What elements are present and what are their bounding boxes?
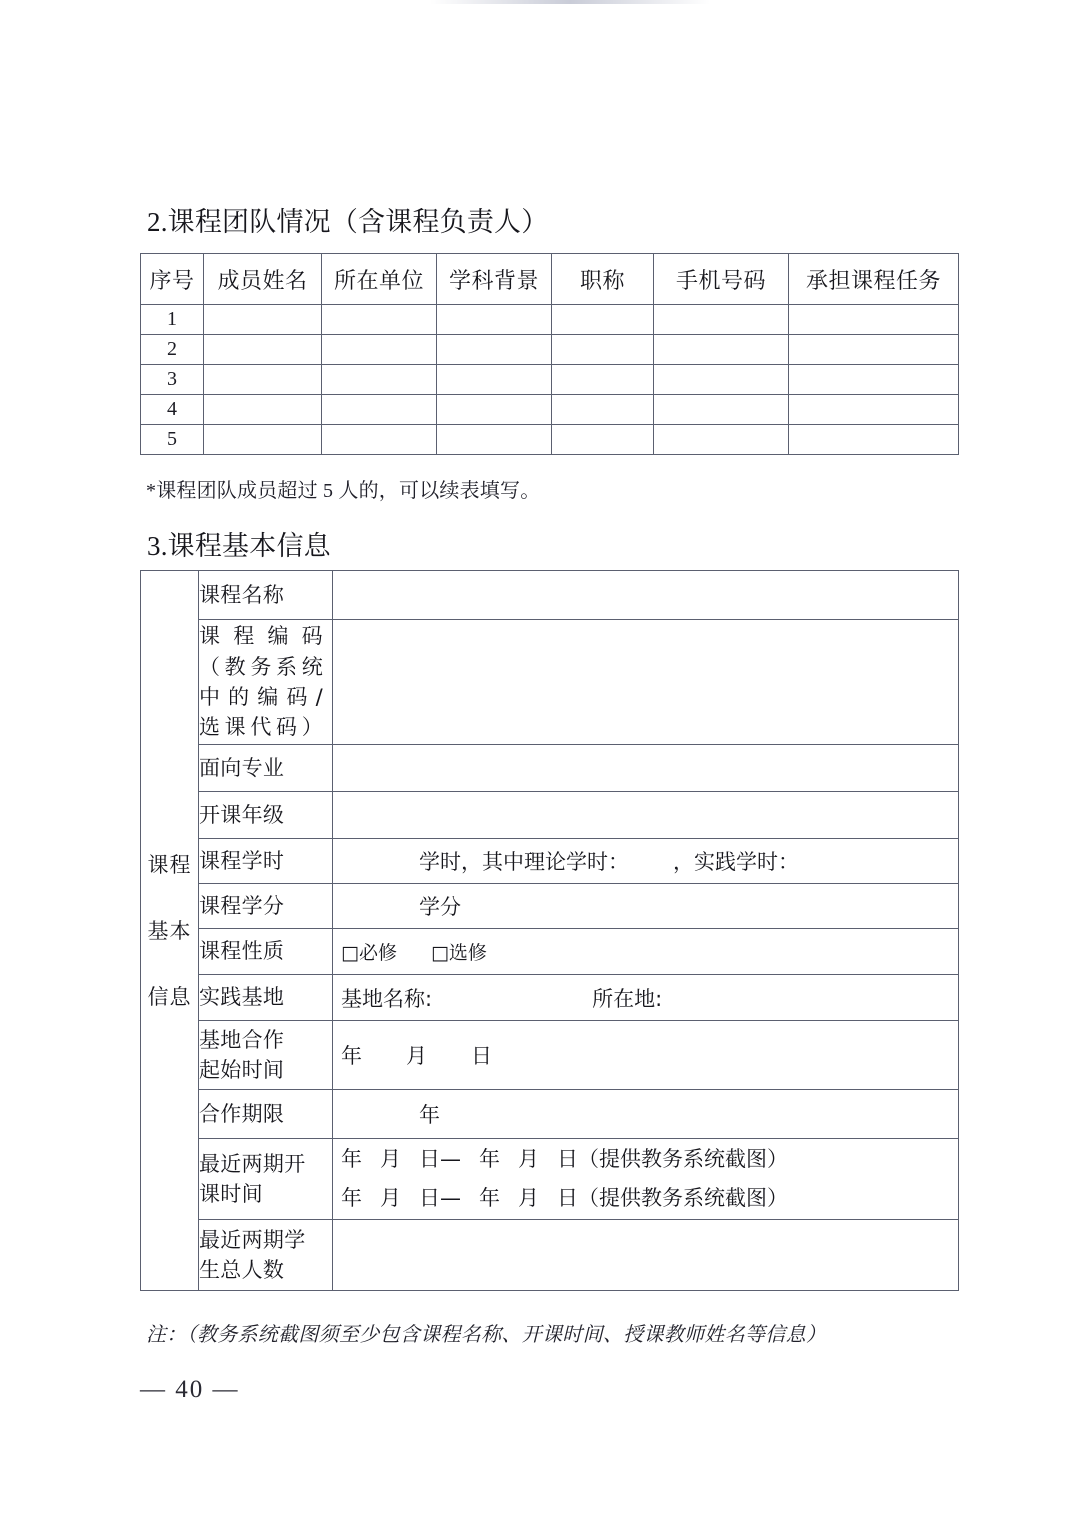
cell-title[interactable] — [552, 335, 654, 365]
cell-unit[interactable] — [322, 425, 437, 455]
column-header-phone: 手机号码 — [654, 254, 789, 305]
field-start-grade[interactable] — [333, 792, 959, 839]
row-start-grade — [141, 792, 959, 839]
section-heading-basic — [147, 524, 331, 563]
label-recent-students — [199, 1220, 333, 1291]
label-course-name: 课程名称 — [199, 571, 333, 620]
team-table-footnote: *课程团队成员超过 5 人的，可以续表填写。 — [146, 480, 541, 502]
table-row — [141, 335, 959, 365]
table-header-row — [141, 254, 959, 305]
label-course-hours: 课程学时 — [199, 839, 333, 884]
field-recent-students[interactable] — [333, 1220, 959, 1291]
recent-term-line-1 — [333, 1140, 958, 1179]
row-course-hours — [141, 839, 959, 884]
term1-start-month: 月 — [380, 1147, 401, 1172]
cell-task[interactable] — [789, 335, 959, 365]
table-row — [141, 425, 959, 455]
recent-term-line-2 — [333, 1179, 958, 1218]
section-heading-basic-number: 3. — [147, 531, 168, 561]
label-target-major: 面向专业 — [199, 745, 333, 792]
cell-title[interactable] — [552, 305, 654, 335]
cell-phone[interactable] — [654, 365, 789, 395]
course-team-table — [140, 253, 959, 455]
term2-end-year: 年 — [479, 1186, 500, 1210]
term2-end-day: 日 — [557, 1186, 578, 1210]
label-base-name: 基地名称: — [341, 986, 433, 1011]
label-base-start-line-1: 基地合作 — [199, 1027, 285, 1052]
column-header-unit: 所在单位 — [322, 254, 437, 305]
row-practice-base — [141, 975, 959, 1021]
cell-index: 5 — [141, 425, 204, 455]
course-hours-hint-part-1: 学时，其中理论学时： — [419, 850, 629, 874]
checkbox-required-course[interactable]: □必修 — [341, 942, 397, 964]
field-target-major[interactable] — [333, 745, 959, 792]
row-coop-period — [141, 1090, 959, 1139]
term1-start-day: 日— — [419, 1147, 461, 1172]
cell-discipline[interactable] — [437, 425, 552, 455]
base-start-year-unit: 年 — [341, 1044, 362, 1068]
label-recent-terms-line-1: 最近两期开 — [199, 1151, 306, 1176]
scan-edge-artifact — [430, 0, 710, 4]
row-recent-students — [141, 1220, 959, 1291]
course-credits-unit: 学分 — [419, 895, 461, 919]
cell-discipline[interactable] — [437, 305, 552, 335]
cell-unit[interactable] — [322, 305, 437, 335]
column-header-task: 承担课程任务 — [789, 254, 959, 305]
column-header-index: 序号 — [141, 254, 204, 305]
term1-end-year: 年 — [479, 1147, 500, 1172]
section-heading-basic-text: 课程基本信息 — [167, 531, 331, 562]
term2-start-year: 年 — [341, 1186, 362, 1210]
field-course-hours[interactable] — [333, 839, 959, 884]
cell-task[interactable] — [789, 305, 959, 335]
label-course-nature: 课程性质 — [199, 929, 333, 975]
cell-title[interactable] — [552, 365, 654, 395]
vertical-section-header — [141, 571, 199, 1291]
cell-phone[interactable] — [654, 395, 789, 425]
row-course-nature — [141, 929, 959, 975]
cell-member-name[interactable] — [204, 395, 322, 425]
cell-member-name[interactable] — [204, 305, 322, 335]
row-course-code — [141, 620, 959, 745]
cell-index: 3 — [141, 365, 204, 395]
label-course-credits: 课程学分 — [199, 884, 333, 929]
term2-start-month: 月 — [380, 1186, 401, 1210]
section-heading-team-number: 2. — [147, 207, 168, 237]
cell-unit[interactable] — [322, 395, 437, 425]
label-base-start-line-2: 起始时间 — [199, 1058, 285, 1082]
cell-index: 4 — [141, 395, 204, 425]
column-header-title: 职称 — [552, 254, 654, 305]
cell-index: 2 — [141, 335, 204, 365]
row-base-start-time — [141, 1021, 959, 1090]
vertical-header-line-3: 信息 — [147, 984, 192, 1009]
label-recent-terms-line-2: 课时间 — [199, 1182, 263, 1206]
coop-period-unit: 年 — [419, 1103, 440, 1127]
label-base-start-time — [199, 1021, 333, 1090]
row-course-name — [141, 571, 959, 620]
cell-title[interactable] — [552, 395, 654, 425]
field-course-nature — [333, 929, 959, 975]
term2-end-month: 月 — [518, 1186, 539, 1210]
label-base-location[interactable]: 所在地: — [592, 986, 663, 1011]
field-course-code[interactable] — [333, 620, 959, 745]
cell-task[interactable] — [789, 395, 959, 425]
cell-index: 1 — [141, 305, 204, 335]
cell-unit[interactable] — [322, 335, 437, 365]
label-course-code — [199, 620, 333, 745]
label-course-code-line-3: 中 的 编 码 / — [199, 685, 323, 709]
term1-end-day: 日 — [557, 1147, 578, 1172]
basic-table-footnote: 注：（教务系统截图须至少包含课程名称、开课时间、授课教师姓名等信息） — [146, 1324, 827, 1346]
cell-phone[interactable] — [654, 335, 789, 365]
label-coop-period: 合作期限 — [199, 1090, 333, 1139]
label-course-code-line-4: 选课代码） — [199, 715, 323, 740]
label-recent-terms — [199, 1139, 333, 1220]
course-hours-hint-part-2: ，实践学时： — [673, 850, 799, 874]
cell-discipline[interactable] — [437, 395, 552, 425]
cell-title[interactable] — [552, 425, 654, 455]
cell-discipline[interactable] — [437, 365, 552, 395]
label-course-code-line-2: （教务系统 — [199, 654, 323, 679]
cell-member-name[interactable] — [204, 335, 322, 365]
term1-start-year: 年 — [341, 1147, 362, 1172]
label-recent-students-line-1: 最近两期学 — [199, 1227, 306, 1252]
term1-end-month: 月 — [518, 1147, 539, 1172]
cell-phone[interactable] — [654, 305, 789, 335]
term2-suffix: （提供教务系统截图） — [578, 1186, 788, 1210]
page-number: — 40 — — [140, 1376, 240, 1403]
base-start-month-unit: 月 — [406, 1044, 427, 1068]
table-row — [141, 365, 959, 395]
term1-suffix: （提供教务系统截图） — [578, 1147, 788, 1172]
field-course-name[interactable] — [333, 571, 959, 620]
cell-member-name[interactable] — [204, 365, 322, 395]
course-basic-info-table — [140, 570, 959, 1291]
label-course-code-line-1: 课 程 编 码 — [199, 624, 323, 649]
row-course-credits — [141, 884, 959, 929]
section-heading-team-text: 课程团队情况（含课程负责人） — [167, 207, 549, 238]
cell-member-name[interactable] — [204, 425, 322, 455]
row-recent-terms — [141, 1139, 959, 1220]
field-base-start-time[interactable] — [333, 1021, 959, 1090]
cell-unit[interactable] — [322, 365, 437, 395]
vertical-header-line-2: 基本 — [147, 918, 192, 943]
column-header-member-name: 成员姓名 — [204, 254, 322, 305]
label-start-grade: 开课年级 — [199, 792, 333, 839]
field-coop-period[interactable] — [333, 1090, 959, 1139]
label-recent-students-line-2: 生总人数 — [199, 1258, 285, 1282]
term2-start-day: 日— — [419, 1186, 461, 1210]
label-practice-base: 实践基地 — [199, 975, 333, 1021]
field-practice-base — [333, 975, 959, 1021]
cell-phone[interactable] — [654, 425, 789, 455]
table-row — [141, 305, 959, 335]
cell-discipline[interactable] — [437, 335, 552, 365]
base-start-day-unit: 日 — [471, 1044, 492, 1068]
row-target-major — [141, 745, 959, 792]
vertical-header-line-1: 课程 — [147, 852, 192, 877]
checkbox-elective-course[interactable]: □选修 — [430, 942, 487, 964]
field-course-credits[interactable] — [333, 884, 959, 929]
cell-task[interactable] — [789, 425, 959, 455]
section-heading-team — [147, 200, 548, 239]
field-recent-terms[interactable] — [333, 1139, 959, 1220]
table-row — [141, 395, 959, 425]
column-header-discipline: 学科背景 — [437, 254, 552, 305]
cell-task[interactable] — [789, 365, 959, 395]
